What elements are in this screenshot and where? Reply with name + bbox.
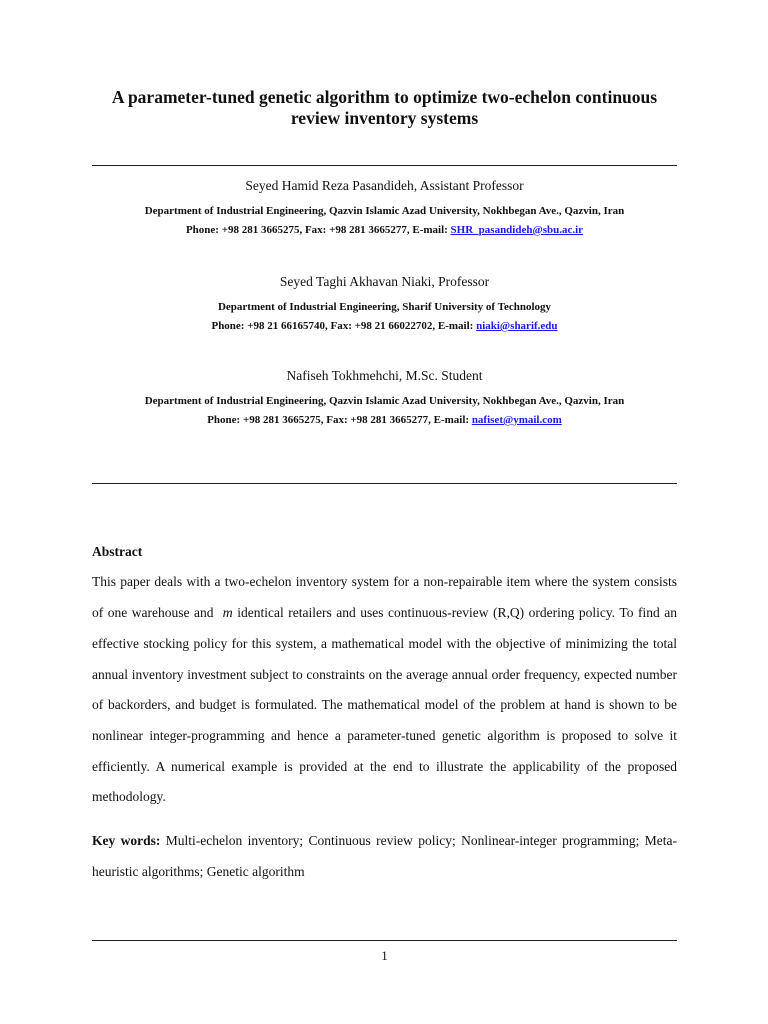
author-affiliation: Department of Industrial Engineering, Qazvin Islamic Azad University, Nokhbegan Ave., Qazvin, Iran [144, 205, 625, 217]
keywords-paragraph [92, 826, 677, 887]
author-email-link[interactable]: niaki@sharif.edu [476, 320, 558, 332]
author-email-link[interactable]: nafiset@ymail.com [471, 414, 562, 426]
author-contact [92, 319, 677, 334]
author-contact [92, 223, 677, 238]
author-block-1 [92, 177, 677, 238]
bottom-header-rule [92, 483, 677, 484]
author-name: Nafiseh Tokhmehchi, M.Sc. Student [286, 368, 483, 383]
abstract-text [92, 567, 677, 813]
abstract-text-part1: This paper deals with a two-echelon inventory system for a non-repairable item where the system consists of one warehouse and [92, 574, 677, 620]
footer-rule [92, 940, 677, 941]
abstract-heading: Abstract [92, 544, 143, 559]
author-contact-text: Phone: +98 21 66165740, Fax: +98 21 66022702, E-mail: [211, 320, 477, 332]
author-name: Seyed Taghi Akhavan Niaki, Professor [279, 274, 490, 289]
keywords-label: Key words: [92, 833, 161, 848]
page-number: 1 [381, 948, 388, 963]
abstract-variable-m: m [222, 605, 233, 621]
author-block-3 [92, 367, 677, 428]
paper-title: A parameter-tuned genetic algorithm to optimize two-echelon continuous review inventory systems [111, 87, 658, 128]
author-name: Seyed Hamid Reza Pasandideh, Assistant Professor [245, 178, 524, 193]
author-contact-text: Phone: +98 281 3665275, Fax: +98 281 3665277, E-mail: [185, 224, 451, 236]
author-contact [92, 413, 677, 428]
author-affiliation: Department of Industrial Engineering, Sharif University of Technology [217, 301, 552, 313]
author-contact-text: Phone: +98 281 3665275, Fax: +98 281 3665277, E-mail: [207, 414, 472, 426]
author-affiliation: Department of Industrial Engineering, Qazvin Islamic Azad University, Nokhbegan Ave., Qazvin, Iran [144, 395, 625, 407]
abstract-text-part2: identical retailers and uses continuous-review (R,Q) ordering policy. To find an effective stocking policy for this system, a mathematical model with the objective of minimizing the total annual inventory investment subject to constraints on the average annual order frequency, expected number of backorders, and budget is formulated. The mathematical model of the problem at hand is shown to be nonlinear integer-programming and hence a parameter-tuned genetic algorithm is proposed to solve it efficiently. A numerical example is provided at the end to illustrate the applicability of the proposed methodology. [92, 604, 678, 805]
author-email-link[interactable]: SHR_pasandideh@sbu.ac.ir [450, 224, 584, 236]
top-rule [92, 165, 677, 166]
keywords-text: Multi-echelon inventory; Continuous review policy; Nonlinear-integer programming; Meta-heuristic algorithms; Genetic algorithm [92, 833, 678, 879]
author-block-2 [92, 273, 677, 334]
